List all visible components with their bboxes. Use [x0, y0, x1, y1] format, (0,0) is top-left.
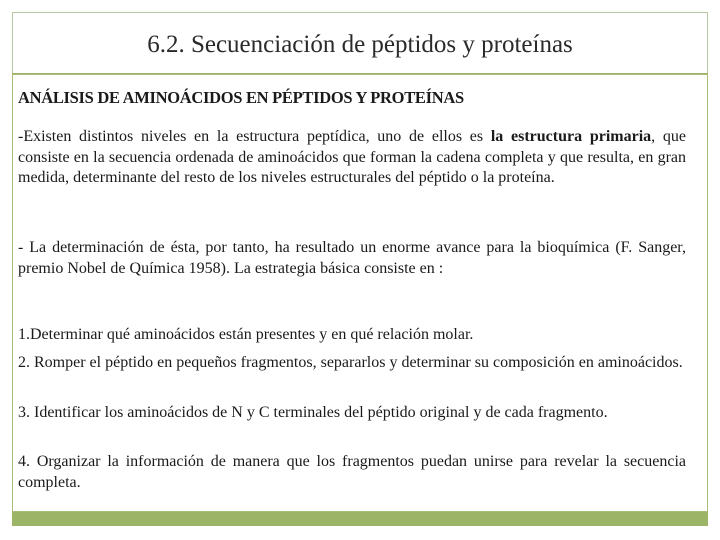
paragraph-text: -Existen distintos niveles en la estructura peptídica, uno de ellos es [18, 128, 491, 145]
section-heading: ANÁLISIS DE AMINOÁCIDOS EN PÉPTIDOS Y PROTEÍNAS [18, 88, 464, 107]
step-item: 1.Determinar qué aminoácidos están presentes y en qué relación molar. [18, 326, 474, 343]
paragraph-structure [18, 127, 686, 189]
paragraph-sanger: - La determinación de ésta, por tanto, ha resultado un enorme avance para la bioquímica (F. Sanger, premio Nobel de Química 1958). La estrategia básica consiste en : [18, 239, 686, 277]
title-area [12, 12, 708, 74]
footer-bar [12, 512, 708, 526]
bold-term: la estructura primaria [490, 128, 652, 145]
step-item: 4. Organizar la información de manera que los fragmentos puedan unirse para revelar la secuencia completa. [18, 453, 686, 491]
step-item: 3. Identificar los aminoácidos de N y C terminales del péptido original y de cada fragmento. [18, 404, 608, 421]
slide-title: 6.2. Secuenciación de péptidos y proteínas [147, 31, 573, 58]
paragraph-text: , que consiste en la secuencia ordenada de aminoácidos que forman la cadena completa y que resulta, en gran medida, determinante del resto de los niveles estructurales del péptido o la proteína. [18, 128, 686, 186]
step-item: 2. Romper el péptido en pequeños fragmentos, separarlos y determinar su composición en aminoácidos. [18, 354, 683, 371]
